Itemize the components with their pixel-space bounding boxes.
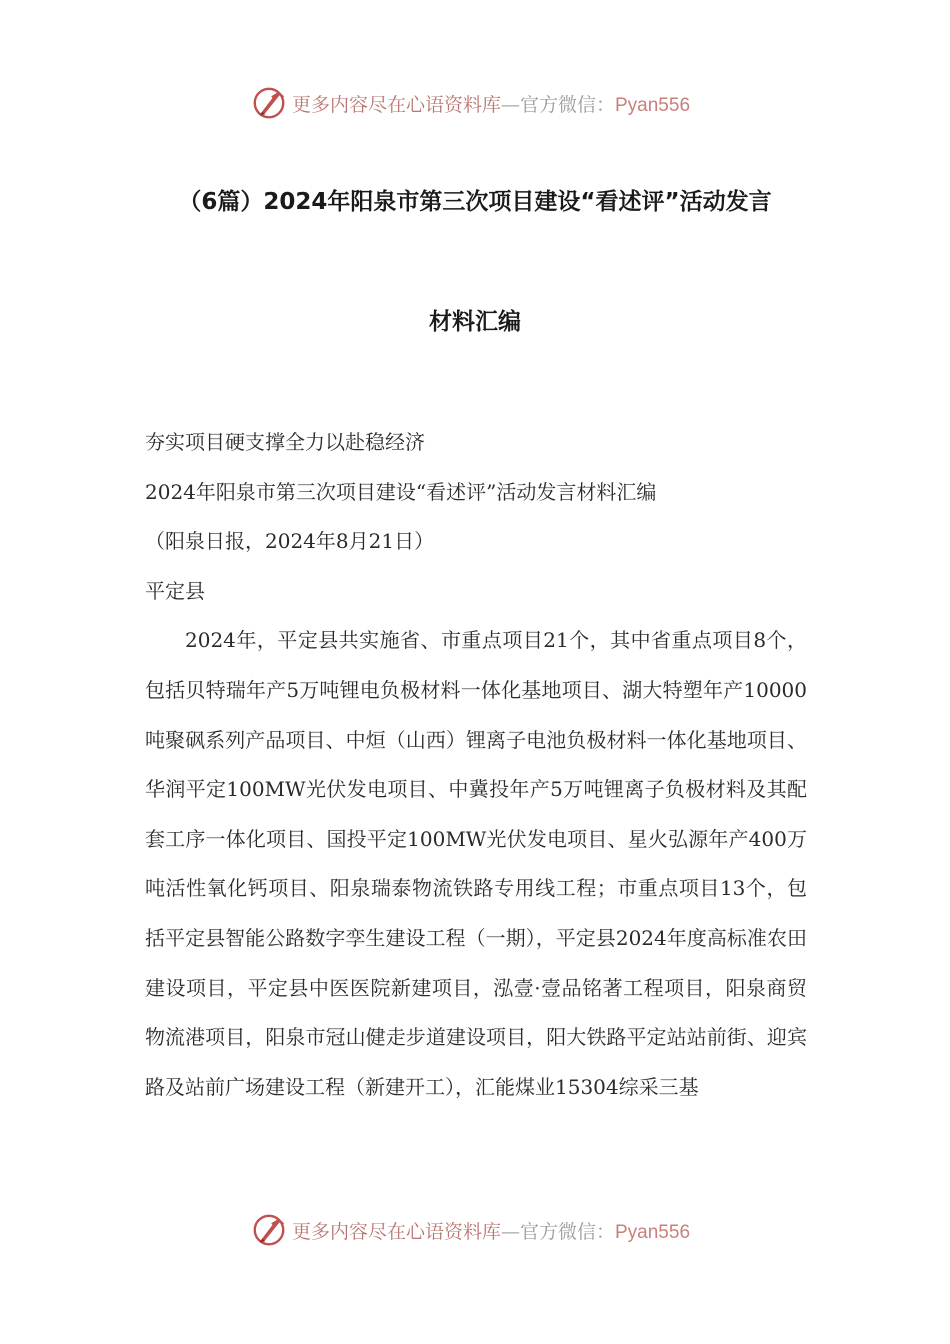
subtitle: 夯实项目硬支撑全力以赴稳经济 [145,430,425,454]
pen-logo-icon [250,84,288,122]
body-paragraph: 2024年，平定县共实施省、市重点项目21个，其中省重点项目8个，包括贝特瑞年产5万吨锂电负极材料一体化基地项目、湖大特塑年产10000吨聚砜系列产品项目、中烜（山西）锂离子电池负极材料一体化基地项目、华润平定100MW光伏发电项目、中冀投年产5万吨锂离子负极材料及其配套工序一体化项目、国投平定100MW光伏发电项目、星火弘源年产400万吨活性氧化钙项目、阳泉瑞泰物流铁路专用线工程；市重点项目13个，包括平定县智能公路数字孪生建设工程（一期），平定县2024年度高标准农田建设项目，平定县中医医院新建项目，泓壹·壹品铭著工程项目，阳泉商贸物流港项目，阳泉市冠山健走步道建设项目，阳大铁路平定站站前街、迎宾路及站前广场建设工程（新建开工），汇能煤业15304综采三基 [145,628,807,1099]
document-title-line-2: 材料汇编 [429,309,521,335]
pen-logo-icon [250,1211,288,1249]
header-banner [0,83,950,123]
document-title-line-1: （6篇）2024年阳泉市第三次项目建设“看述评”活动发言 [178,189,772,215]
document-body [145,418,807,1112]
footer-banner [0,1210,950,1250]
banner-text: 更多内容尽在心语资料库—官方微信：Pyan556 [291,93,691,116]
banner-text: 更多内容尽在心语资料库—官方微信：Pyan556 [291,1220,691,1243]
section-heading: 平定县 [145,578,205,603]
collection-title: 2024年阳泉市第三次项目建设“看述评”活动发言材料汇编 [145,479,657,504]
source-line: （阳泉日报，2024年8月21日） [145,529,435,554]
